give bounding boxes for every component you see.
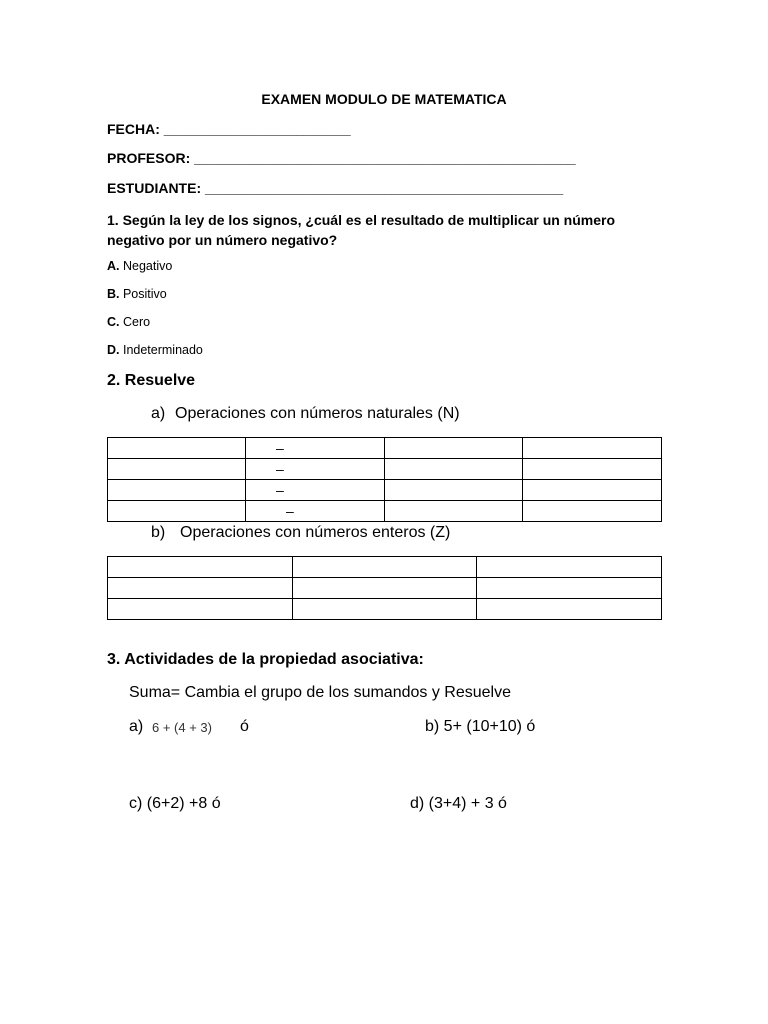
table-cell[interactable] xyxy=(477,599,662,620)
table-cell[interactable] xyxy=(385,459,523,480)
table-cell[interactable] xyxy=(523,480,662,501)
table-cell[interactable] xyxy=(523,459,662,480)
table-cell[interactable] xyxy=(293,557,477,578)
fecha-field: FECHA: ________________________ xyxy=(107,121,351,137)
option-a-text: Negativo xyxy=(119,259,173,273)
option-b xyxy=(107,287,167,301)
exercise-c: c) (6+2) +8 ó xyxy=(129,795,221,812)
option-c-letter: C. xyxy=(107,315,120,329)
table-row xyxy=(108,599,662,620)
option-a xyxy=(107,259,172,273)
table-cell[interactable] xyxy=(385,438,523,459)
option-d-text: Indeterminado xyxy=(119,343,203,357)
question-1-text: 1. Según la ley de los signos, ¿cuál es el resultado de multiplicar un número negativo por un número negativo? xyxy=(107,212,616,248)
exam-title: EXAMEN MODULO DE MATEMATICA xyxy=(261,91,507,107)
table-row xyxy=(108,480,662,501)
option-c xyxy=(107,315,150,329)
table-cell[interactable] xyxy=(108,501,246,522)
table-row xyxy=(108,557,662,578)
exercise-a-expression: 6 + (4 + 3) xyxy=(152,720,212,735)
table-cell[interactable] xyxy=(477,578,662,599)
table-row xyxy=(108,459,662,480)
option-d xyxy=(107,343,203,357)
subsection-b-text: Operaciones con números enteros (Z) xyxy=(180,524,451,541)
table-row xyxy=(108,578,662,599)
question-3-instruction: Suma= Cambia el grupo de los sumandos y Resuelve xyxy=(129,684,511,701)
table-integers xyxy=(107,556,662,620)
table-cell[interactable]: – xyxy=(246,438,385,459)
table-cell[interactable] xyxy=(385,501,523,522)
subsection-a-text: Operaciones con números naturales (N) xyxy=(175,405,460,422)
table-row xyxy=(108,438,662,459)
table-cell[interactable] xyxy=(477,557,662,578)
table-natural-numbers xyxy=(107,437,662,522)
table-cell[interactable] xyxy=(293,599,477,620)
option-c-text: Cero xyxy=(119,315,151,329)
estudiante-field: ESTUDIANTE: ______________________________________________ xyxy=(107,180,564,196)
table-cell[interactable] xyxy=(523,501,662,522)
table-cell[interactable]: – xyxy=(246,480,385,501)
exercise-d: d) (3+4) + 3 ó xyxy=(410,795,507,812)
table-cell[interactable]: – xyxy=(246,501,385,522)
table-cell[interactable] xyxy=(523,438,662,459)
profesor-field: PROFESOR: _________________________________________________ xyxy=(107,150,576,166)
option-b-letter: B. xyxy=(107,287,120,301)
option-d-letter: D. xyxy=(107,343,120,357)
question-3-heading: 3. Actividades de la propiedad asociativa: xyxy=(107,651,424,668)
option-a-letter: A. xyxy=(107,259,120,273)
exercise-b: b) 5+ (10+10) ó xyxy=(425,718,536,735)
question-2-heading: 2. Resuelve xyxy=(107,372,196,389)
subsection-b-label: b) xyxy=(151,524,166,541)
table-cell[interactable]: – xyxy=(246,459,385,480)
table-cell[interactable] xyxy=(108,557,293,578)
table-cell[interactable] xyxy=(108,578,293,599)
table-cell[interactable] xyxy=(293,578,477,599)
exercise-a-suffix: ó xyxy=(240,718,249,735)
table-cell[interactable] xyxy=(108,599,293,620)
table-cell[interactable] xyxy=(385,480,523,501)
table-cell[interactable] xyxy=(108,459,246,480)
exercise-a-label: a) xyxy=(129,718,144,735)
option-b-text: Positivo xyxy=(119,287,167,301)
subsection-a-label: a) xyxy=(151,405,166,422)
table-cell[interactable] xyxy=(108,438,246,459)
table-row xyxy=(108,501,662,522)
table-cell[interactable] xyxy=(108,480,246,501)
